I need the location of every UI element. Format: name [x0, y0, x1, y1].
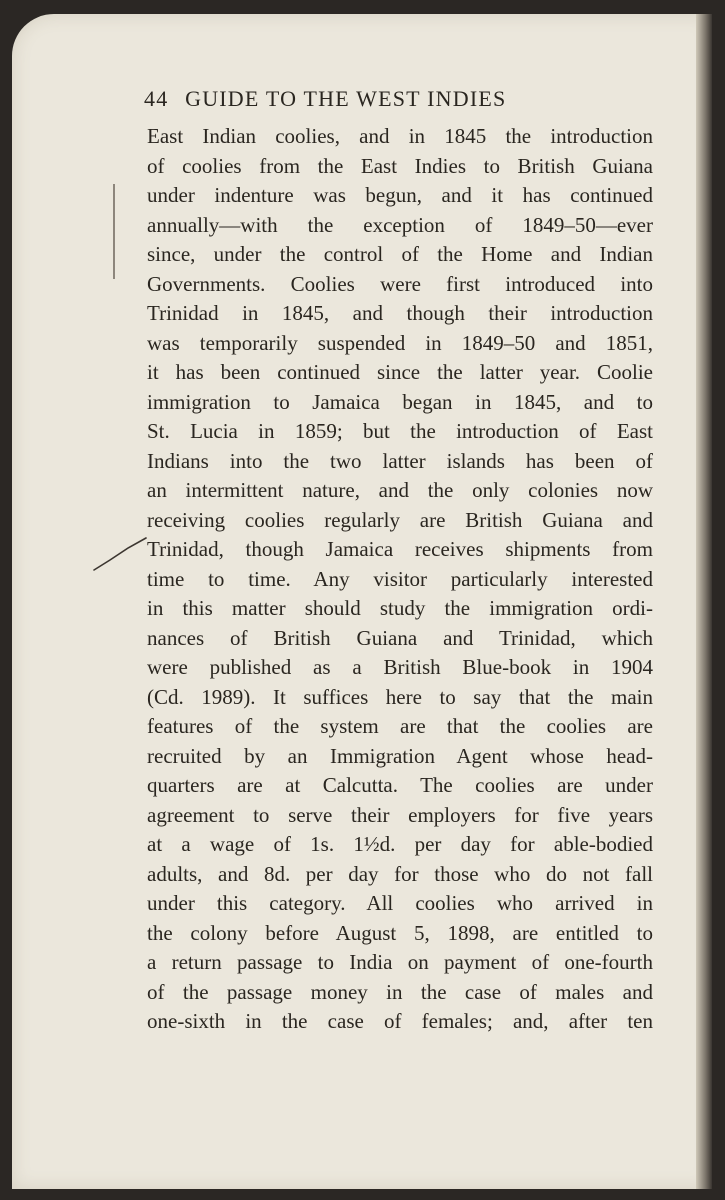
text-line: adults, and 8d. per day for those who do not fall — [147, 861, 653, 886]
text-line: of coolies from the East Indies to British Guiana — [147, 153, 653, 178]
page-header — [144, 86, 506, 112]
text-line: recruited by an Immigration Agent whose head- — [147, 743, 653, 768]
text-line: (Cd. 1989). It suffices here to say that the main — [147, 684, 653, 709]
text-line: Indians into the two latter islands has been of — [147, 448, 653, 473]
book-spine-edge — [696, 14, 712, 1189]
text-line: immigration to Jamaica began in 1845, and to — [147, 389, 653, 414]
text-line: receiving coolies regularly are British Guiana and — [147, 507, 653, 532]
text-line: at a wage of 1s. 1½d. per day for able-bodied — [147, 832, 653, 856]
text-line: of the passage money in the case of males and — [147, 979, 653, 1004]
text-line: an intermittent nature, and the only colonies now — [147, 478, 653, 502]
body-text — [147, 122, 653, 1037]
text-line: time to time. Any visitor particularly interested — [147, 566, 653, 591]
text-line: St. Lucia in 1859; but the introduction of East — [147, 419, 653, 443]
margin-pencil-mark — [90, 534, 150, 574]
text-line: agreement to serve their employers for five years — [147, 802, 653, 827]
text-line: Trinidad, though Jamaica receives shipments from — [147, 537, 653, 561]
text-line: quarters are at Calcutta. The coolies are under — [147, 773, 653, 797]
text-line: the colony before August 5, 1898, are entitled to — [147, 920, 653, 945]
text-line: features of the system are that the coolies are — [147, 714, 653, 738]
text-line: annually—with the exception of 1849–50—ever — [147, 212, 653, 237]
text-line: under this category. All coolies who arrived in — [147, 891, 653, 915]
text-line: under indenture was begun, and it has continued — [147, 183, 653, 207]
text-line: it has been continued since the latter year. Coolie — [147, 360, 653, 384]
text-line: were published as a British Blue-book in 1904 — [147, 655, 653, 679]
text-line: Trinidad in 1845, and though their introduction — [147, 301, 653, 325]
text-line: one-sixth in the case of females; and, after ten — [147, 1009, 653, 1033]
text-line: a return passage to India on payment of one-fourth — [147, 950, 653, 974]
text-line: was temporarily suspended in 1849–50 and 1851, — [147, 330, 653, 355]
text-line: East Indian coolies, and in 1845 the introduction — [147, 124, 653, 148]
text-line: since, under the control of the Home and Indian — [147, 242, 653, 266]
text-line: nances of British Guiana and Trinidad, which — [147, 625, 653, 650]
text-line: Governments. Coolies were first introduced into — [147, 271, 653, 296]
book-page — [12, 14, 712, 1189]
margin-pencil-line — [113, 184, 115, 279]
text-line: in this matter should study the immigration ordi- — [147, 596, 653, 620]
running-title: GUIDE TO THE WEST INDIES — [185, 86, 507, 111]
page-number: 44 — [144, 86, 169, 111]
